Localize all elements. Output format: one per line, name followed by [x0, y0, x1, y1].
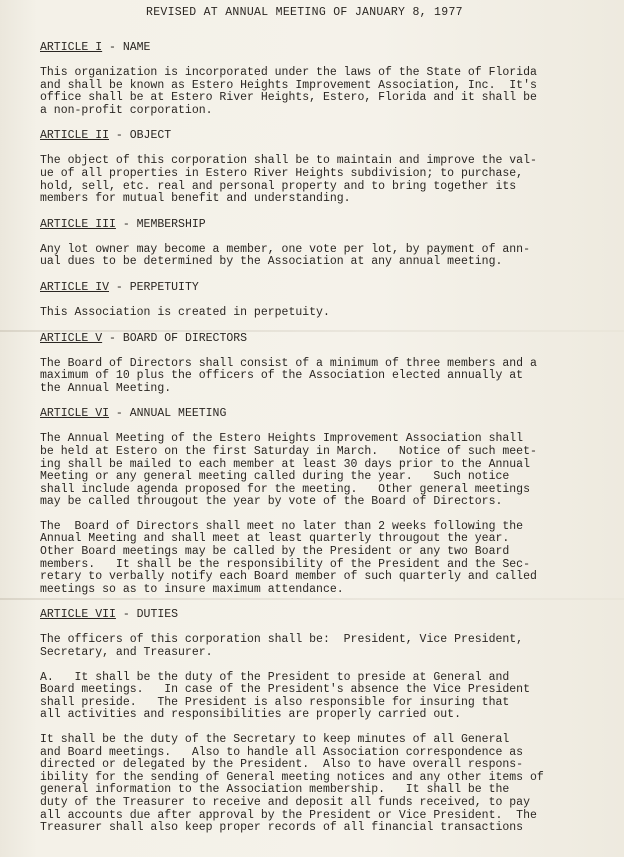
text-line: Treasurer shall also keep proper records of all financial transactions — [40, 821, 524, 835]
text-line: meetings so as to insure maximum attendance. — [40, 582, 344, 596]
article-separator: - — [109, 407, 130, 421]
text-line: Board meetings. In case of the President's absence the Vice President — [40, 683, 530, 697]
text-line: The officers of this corporation shall be: President, Vice President, — [40, 633, 524, 647]
article-heading — [40, 608, 606, 621]
text-line: The Board of Directors shall consist of a minimum of three members and a — [40, 356, 537, 370]
article-number: ARTICLE VI — [40, 407, 110, 421]
article-paragraph — [40, 734, 606, 835]
article-heading — [40, 218, 606, 231]
text-line: all activities and responsibilities are properly carried out. — [40, 708, 461, 722]
text-line: The object of this corporation shall be to maintain and improve the val- — [40, 154, 537, 168]
text-line: The Annual Meeting of the Estero Heights Improvement Association shall — [40, 432, 524, 446]
article-paragraph — [40, 307, 606, 320]
text-line: Other Board meetings may be called by the President or any two Board — [40, 545, 510, 559]
article-section — [40, 608, 606, 834]
article-separator: - — [109, 280, 130, 294]
text-line: duty of the Treasurer to receive and deposit all funds received, to pay — [40, 795, 530, 809]
article-section — [40, 41, 606, 117]
article-separator: - — [102, 331, 123, 345]
paper-fold-line — [0, 330, 624, 332]
article-heading — [40, 41, 606, 54]
text-line: and Board meetings. Also to handle all Association correspondence as — [40, 745, 524, 759]
text-line: The Board of Directors shall meet no later than 2 weeks following the — [40, 519, 524, 533]
text-line: may be called througout the year by vote of the Board of Directors. — [40, 495, 503, 509]
text-line: ing shall be mailed to each member at least 30 days prior to the Annual — [40, 457, 530, 471]
article-title: PERPETUITY — [129, 280, 199, 294]
text-line: members for mutual benefit and understanding. — [40, 192, 351, 206]
text-line: Meeting or any general meeting called during the year. Such notice — [40, 470, 510, 484]
article-title: BOARD OF DIRECTORS — [122, 331, 248, 345]
text-line: ue of all properties in Estero River Heights subdivision; to purchase, — [40, 166, 524, 180]
article-paragraph — [40, 634, 606, 659]
text-line: all accounts due after approval by the President or Vice President. The — [40, 808, 537, 822]
text-line: Secretary, and Treasurer. — [40, 646, 213, 660]
article-section — [40, 281, 606, 320]
article-number: ARTICLE V — [40, 331, 103, 345]
article-number: ARTICLE VII — [40, 608, 116, 622]
text-line: A. It shall be the duty of the President to preside at General and — [40, 670, 510, 684]
text-line: shall include agenda proposed for the meeting. Other general meetings — [40, 482, 530, 496]
paper-fold-line — [0, 598, 624, 600]
text-line: a non-profit corporation. — [40, 103, 213, 117]
text-line: retary to verbally notify each Board member of such quarterly and called — [40, 570, 537, 584]
text-line: This organization is incorporated under the laws of the State of Florida — [40, 66, 537, 79]
article-title: NAME — [122, 41, 151, 54]
article-section — [40, 218, 606, 269]
article-heading — [40, 332, 606, 345]
article-paragraph — [40, 67, 606, 117]
article-title: MEMBERSHIP — [136, 217, 206, 231]
text-line: maximum of 10 plus the officers of the Association elected annually at — [40, 369, 524, 383]
text-line: ibility for the sending of General meeting notices and any other items of — [40, 770, 544, 784]
text-line: Annual Meeting and shall meet at least quarterly througout the year. — [40, 532, 510, 546]
text-line: This Association is created in perpetuity. — [40, 305, 330, 319]
text-line: members. It shall be the responsibility of the President and the Sec- — [40, 557, 530, 571]
article-title: ANNUAL MEETING — [129, 407, 227, 421]
article-paragraph — [40, 433, 606, 509]
text-line: ual dues to be determined by the Association at any annual meeting. — [40, 255, 503, 269]
article-paragraph — [40, 244, 606, 269]
article-title: OBJECT — [129, 129, 172, 143]
text-line: hold, sell, etc. real and personal property and to bring together its — [40, 179, 517, 193]
article-heading — [40, 281, 606, 294]
text-line: be held at Estero on the first Saturday in March. Notice of such meet- — [40, 444, 537, 458]
article-heading — [40, 129, 606, 142]
article-separator: - — [115, 217, 137, 231]
article-paragraph — [40, 672, 606, 722]
article-paragraph — [40, 155, 606, 205]
text-line: general information to the Association membership. It shall be the — [40, 783, 510, 797]
text-line: the Annual Meeting. — [40, 381, 172, 395]
text-line: directed or delegated by the President. Also to have overall respons- — [40, 758, 524, 772]
article-separator: - — [102, 41, 123, 54]
article-number: ARTICLE IV — [40, 280, 110, 294]
article-paragraph — [40, 358, 606, 396]
text-line: shall preside. The President is also responsible for insuring that — [40, 695, 510, 709]
article-section — [40, 129, 606, 205]
article-section — [40, 332, 606, 396]
article-title: DUTIES — [136, 608, 179, 622]
articles-container — [40, 41, 606, 835]
text-line: It shall be the duty of the Secretary to keep minutes of all General — [40, 733, 510, 746]
document-header: REVISED AT ANNUAL MEETING OF JANUARY 8, 1977 — [146, 6, 463, 19]
article-number: ARTICLE II — [40, 129, 110, 143]
article-section — [40, 407, 606, 596]
text-line: office shall be at Estero River Heights, Estero, Florida and it shall be — [40, 91, 537, 105]
article-separator: - — [109, 129, 130, 143]
article-paragraph — [40, 521, 606, 597]
article-number: ARTICLE III — [40, 217, 116, 231]
text-line: and shall be known as Estero Heights Improvement Association, Inc. It's — [40, 78, 537, 92]
article-heading — [40, 407, 606, 420]
article-number: ARTICLE I — [40, 41, 103, 54]
text-line: Any lot owner may become a member, one vote per lot, by payment of ann- — [40, 242, 530, 256]
article-separator: - — [115, 608, 137, 622]
